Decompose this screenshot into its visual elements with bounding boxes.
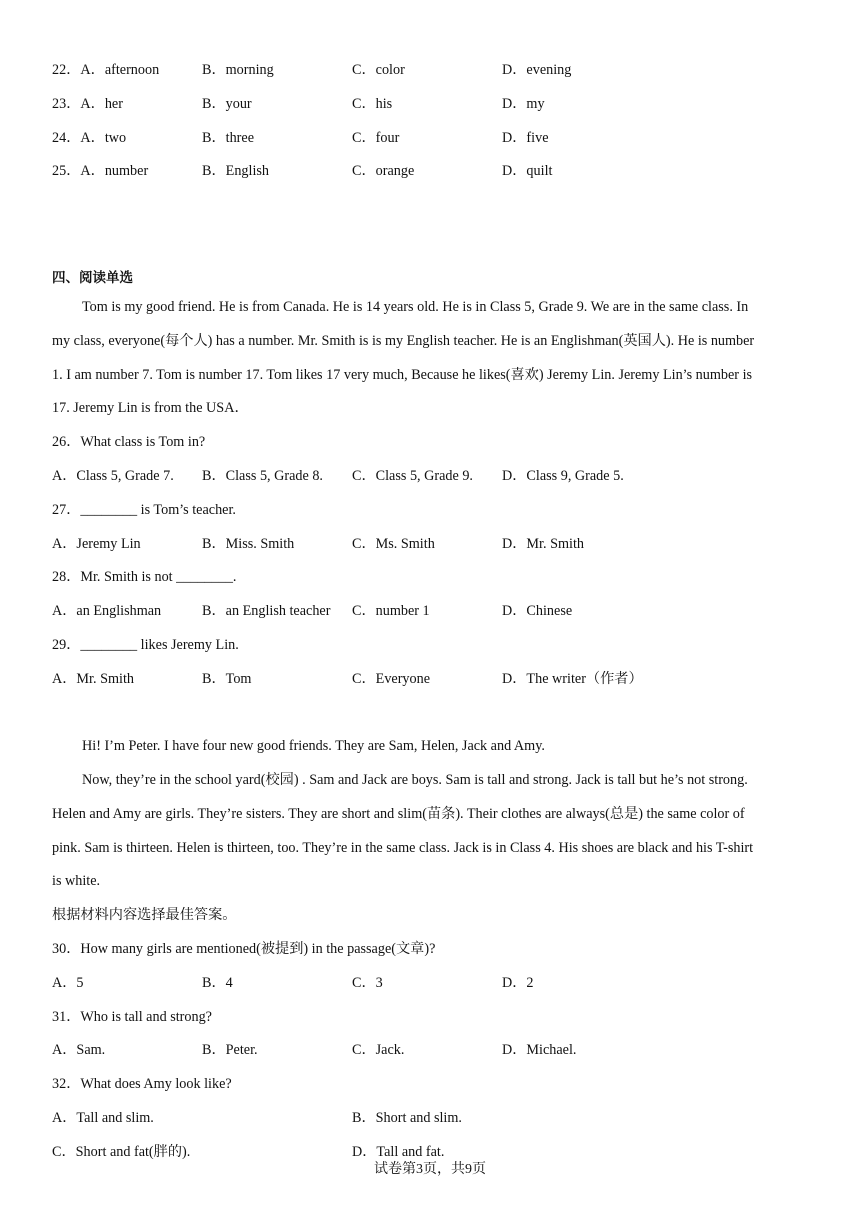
q24-option-b: B．three (202, 130, 255, 146)
passage-2-line: is white. (52, 873, 101, 889)
q22-option-d: D．evening (502, 62, 572, 78)
q27-option-d: D．Mr. Smith (502, 536, 584, 552)
q29-option-b: B．Tom (202, 671, 252, 687)
passage-1-line: my class, everyone(每个人) has a number. Mr. Smith is is my English teacher. He is an Englishman(英国人). He is number (52, 333, 755, 349)
q26-option-d: D．Class 9, Grade 5. (502, 468, 624, 484)
q23-option-a: 23．A．her (52, 96, 123, 112)
q32-option-a: A．Tall and slim. (52, 1110, 154, 1126)
passage-1-line: Tom is my good friend. He is from Canada. He is 14 years old. He is in Class 5, Grade 9. We are in the same class. In (82, 299, 749, 315)
q28-option-b: B．an English teacher (202, 603, 331, 619)
q32-option-b: B．Short and slim. (352, 1110, 462, 1126)
q31-option-d: D．Michael. (502, 1042, 577, 1058)
q29-option-c: C．Everyone (352, 671, 431, 687)
passage-2-line: Hi! I’m Peter. I have four new good friends. They are Sam, Helen, Jack and Amy. (82, 738, 545, 754)
q25-option-b: B．English (202, 163, 270, 179)
q26-option-a: A．Class 5, Grade 7. (52, 468, 174, 484)
q28-option-d: D．Chinese (502, 603, 573, 619)
q30-stem: 30．How many girls are mentioned(被提到) in the passage(文章)? (52, 941, 436, 957)
q30-option-d: D．2 (502, 975, 534, 991)
q27-option-c: C．Ms. Smith (352, 536, 435, 552)
q24-option-a: 24．A．two (52, 130, 127, 146)
passage-2-line: Helen and Amy are girls. They’re sisters. They are short and slim(苗条). Their clothes are always(总是) the same color of (52, 806, 745, 822)
passage-1-line: 17. Jeremy Lin is from the USA． (52, 400, 249, 416)
section-heading: 四、阅读单选 (52, 270, 133, 286)
q31-stem: 31．Who is tall and strong? (52, 1009, 212, 1025)
q28-option-c: C．number 1 (352, 603, 430, 619)
q32-stem: 32．What does Amy look like? (52, 1076, 232, 1092)
q23-option-c: C．his (352, 96, 393, 112)
passage-1-line: 1. I am number 7. Tom is number 17. Tom likes 17 very much, Because he likes(喜欢) Jeremy Lin. Jeremy Lin’s number is (52, 367, 753, 383)
q27-option-b: B．Miss. Smith (202, 536, 295, 552)
passage-2-line: Now, they’re in the school yard(校园) . Sam and Jack are boys. Sam is tall and strong. Jack is tall but he’s not strong. (82, 772, 748, 788)
page-footer: 试卷第3页，共9页 (374, 1162, 486, 1177)
q26-option-b: B．Class 5, Grade 8. (202, 468, 323, 484)
q30-option-a: A．5 (52, 975, 84, 991)
q27-option-a: A．Jeremy Lin (52, 536, 141, 552)
q29-option-d: D．The writer（作者） (502, 671, 643, 687)
q27-stem: 27．________ is Tom’s teacher. (52, 502, 236, 518)
q25-option-c: C．orange (352, 163, 415, 179)
q32-option-d: D．Tall and fat. (352, 1144, 445, 1160)
q30-option-c: C．3 (352, 975, 383, 991)
q32-option-c: C．Short and fat(胖的). (52, 1144, 191, 1160)
q25-option-d: D．quilt (502, 163, 553, 179)
q29-option-a: A．Mr. Smith (52, 671, 134, 687)
passage-2-line: pink. Sam is thirteen. Helen is thirteen, too. They’re in the same class. Jack is in Class 4. His shoes are black and his T-shirt (52, 840, 754, 856)
q31-option-b: B．Peter. (202, 1042, 258, 1058)
q28-option-a: A．an Englishman (52, 603, 162, 619)
q24-option-d: D．five (502, 130, 549, 146)
q22-option-a: 22．A．afternoon (52, 62, 160, 78)
instruction: 根据材料内容选择最佳答案。 (52, 907, 237, 923)
q22-option-c: C．color (352, 62, 405, 78)
q26-stem: 26．What class is Tom in? (52, 434, 206, 450)
q24-option-c: C．four (352, 130, 400, 146)
q29-stem: 29．________ likes Jeremy Lin. (52, 637, 239, 653)
q28-stem: 28．Mr. Smith is not ________. (52, 569, 237, 585)
q31-option-c: C．Jack. (352, 1042, 405, 1058)
q26-option-c: C．Class 5, Grade 9. (352, 468, 473, 484)
q31-option-a: A．Sam. (52, 1042, 106, 1058)
q22-option-b: B．morning (202, 62, 274, 78)
q30-option-b: B．4 (202, 975, 233, 991)
q23-option-b: B．your (202, 96, 252, 112)
q25-option-a: 25．A．number (52, 163, 149, 179)
q23-option-d: D．my (502, 96, 545, 112)
